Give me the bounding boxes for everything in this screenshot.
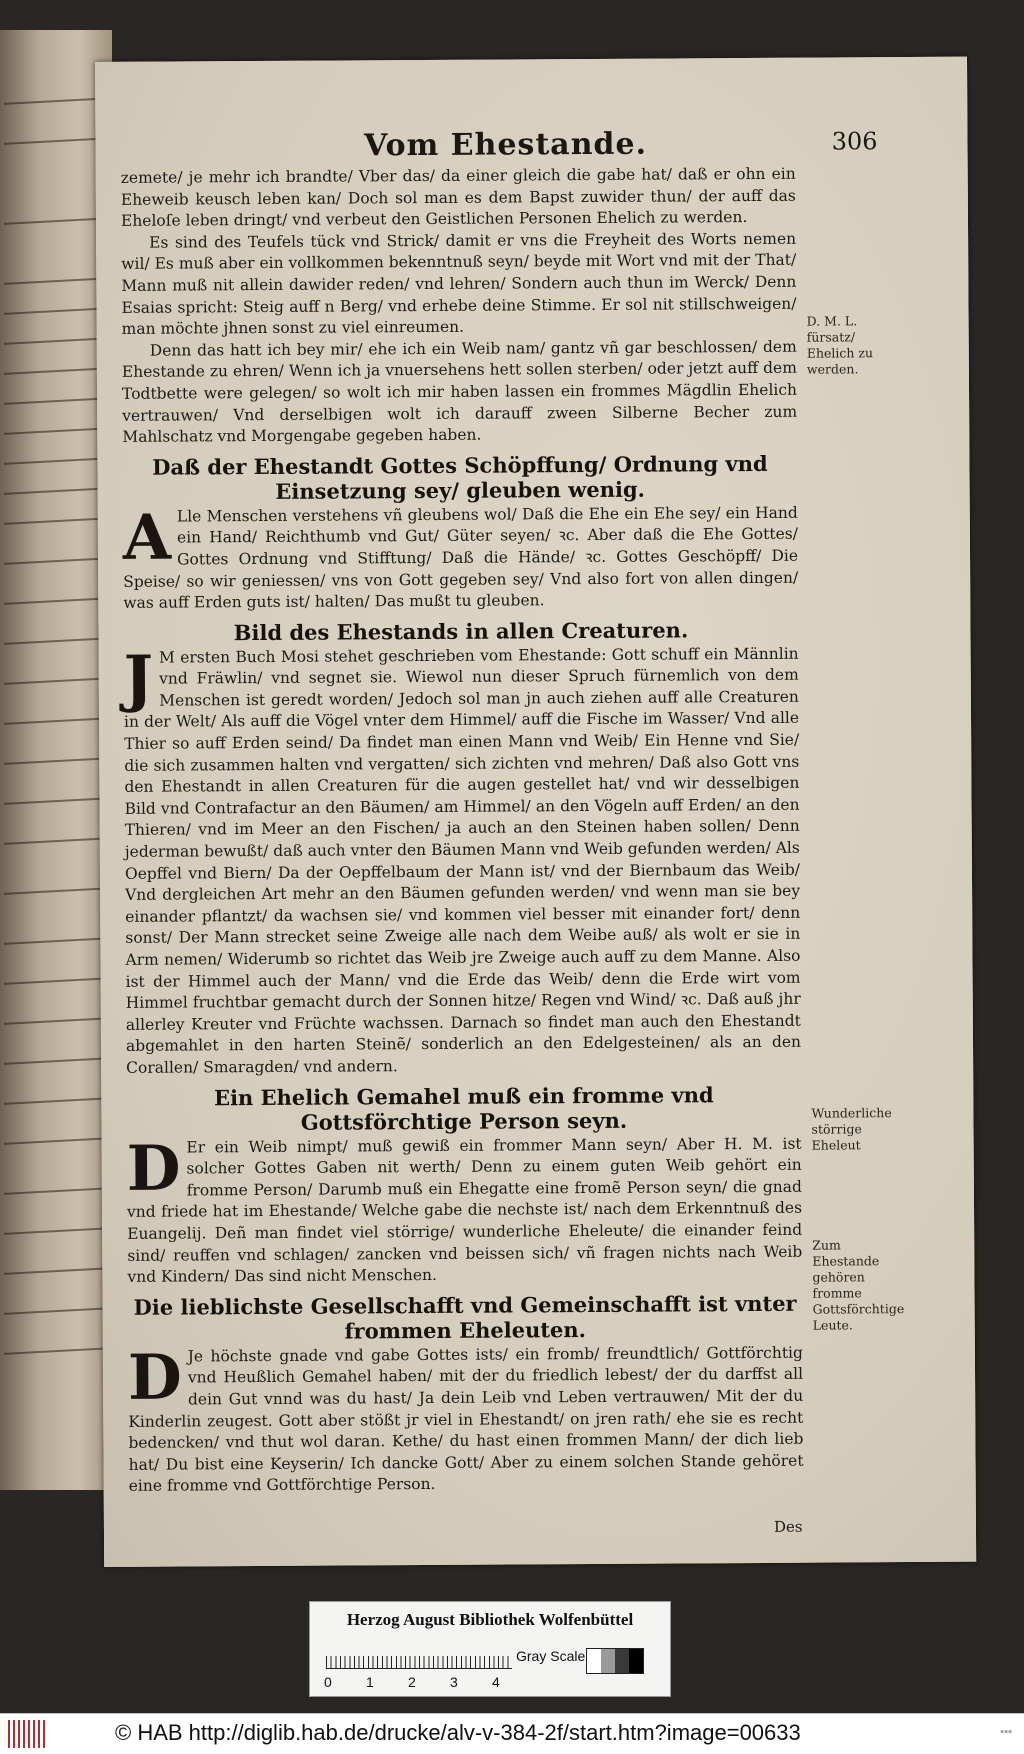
gray-scale-swatches — [586, 1648, 644, 1674]
text-block-top — [121, 164, 804, 1498]
paragraph-7-text: Je höchste gnade vnd gabe Gottes ists/ ein fromb/ freundtlich/ Gottförchtig vnd Heußlich Gemahel haben/ mit der du friedlich lebest/ der du darffst all dein Gut vnnd was du hast/ Ja dein Leib vnd Leben vertrauwen/ Mit der du Kinderlin zeugest. Gott aber stößt jr viel in Ehestandt/ on jren rath/ ehe sie es recht bedencken/ vnd thut wol daran. Kethe/ du hast einen frommen Mann/ der dich lieb hat/ Du bist eine Keyserin/ Ich dancke Gott/ Aber zu einem solchen Stande gehöret eine fromme vnd Gottförchtige Person. — [128, 1343, 804, 1496]
footer-dots: ▪▪▪ — [1000, 1726, 1012, 1738]
ruler — [326, 1646, 512, 1669]
page-number: 306 — [831, 127, 878, 156]
library-name: Herzog August Bibliothek Wolfenbüttel — [346, 1610, 634, 1629]
paragraph-5-text: M ersten Buch Mosi stehet geschrieben vom Ehestande: Gott schuff ein Männlin vnd Fräwlin/ vnd segnet sie. Wiewol nun dieser Spruch fürnemlich von dem Menschen ist geredt worden/ Jedoch sol man jn auch ziehen auff alle Creaturen in der Welt/ Als auff die Vögel vnter dem Himmel/ auff die Fische im Wasser/ Vnd alle Thier so auff Erden seind/ Da findet man einen Mann vnd Weib/ Ein Henne vnd Sie/ die sich zusammen halten vnd vergatten/ sich zichten vnd mehren/ Daß also Gott vns den Ehestandt in allen Creaturen für die augen gestellet hat/ vnd wir desselbigen Bild vnd Contrafactur an den Bäumen/ am Himmel/ an den Vögeln auff Erden/ an den Thieren/ vnd im Meer an den Fischen/ ja auch an den Steinen haben sollen/ Denn jederman bewußt/ daß auch vnter den Bäumen Mann vnd Weib gefunden werden/ Als Oepffel vnd Biern/ Da der Oepffelbaum der Mann ist/ vnd der Biernbaum das Weib/ Vnd dergleichen Art mehr an den Bäumen gefunden werden/ vnd wenn man sie bey einander pflantzt/ da wachsen sie/ vnd kommen viel besser mit einander fort/ denn sonst/ Der Mann strecket seine Zweige alle nach dem Weibe auß/ als wolt er sie in Arm nemen/ Widerumb so richtet das Weib jre Zweige auch auff zu dem Manne. Also ist der Himmel auch der Mann/ vnd die Erde das Weib/ denn die Erde wirt vom Himmel fruchtbar gemacht durch der Sonnen hitze/ Regen vnd Wind/ ꝛc. Daß auß jhr allerley Kreuter vnd Früchte wachssen. Darnach so findet man auch den Ehestandt abgemahlet in den harten Steinẽ/ sonderlich an den Edelgesteinen/ als an den Corallen/ Smaragden/ vnd andern. — [123, 644, 802, 1077]
color-scale-card — [309, 1601, 671, 1697]
margin-note-1: D. M. L. fürsatz/ Ehelich zu werden. — [806, 313, 874, 377]
gray-swatch — [587, 1649, 601, 1673]
drop-initial: D — [127, 1340, 183, 1414]
section-heading-3: Ein Ehelich Gemahel muß ein fromme vnd Gottsförchtige Person seyn. — [213, 1081, 714, 1135]
margin-note-2: Wunderliche störrige Eheleut — [811, 1105, 892, 1153]
paragraph-4 — [123, 502, 799, 614]
hab-logo-icon — [8, 1720, 48, 1748]
ruler-number: 2 — [408, 1674, 416, 1690]
drop-initial: J — [123, 641, 154, 715]
gray-swatch — [629, 1649, 643, 1673]
book-page — [95, 57, 976, 1567]
ruler-number: 3 — [450, 1674, 458, 1690]
paragraph-2: Es sind des Teufels tück vnd Strick/ damit er vns die Freyheit des Worts nemen wil/ Es muß aber ein vollkommen bekenntnuß seyn/ beyde mit Wort vnd mit der That/ Mann muß nit allein dawider reden/ vnd lehren/ Sondern auch thun im Werck/ Denn Esaias spricht: Steig auff n Berg/ vnd erhebe deine Stimme. Er sol nit stillschweigen/ man möchte jhnen sonst zu viel einreumen. — [121, 229, 797, 338]
section-heading-1: Daß der Ehestandt Gottes Schöpffung/ Ordnung vnd Einsetzung sey/ gleuben wenig. — [152, 450, 768, 504]
running-head: Vom Ehestande. — [363, 126, 648, 164]
paragraph-6 — [127, 1133, 803, 1288]
paragraph-6-text: Er ein Weib nimpt/ muß gewiß ein frommer Mann seyn/ Aber H. M. ist solcher Gottes Gaben nit werth/ Denn zu einem guten Weib gehört ein fromme Person/ Darumb muß ein Ehegatte eine fromẽ Person seyn/ die gnad vnd friede hat im Ehestande/ Welche gabe die nechste ist/ nach dem Erkenntnuß des Euangelij. Deñ man findet viel störrige/ wunderliche Eheleute/ die einander feind sind/ reuffen vnd schlagen/ zancken vnd beissen sich/ vñ fragen nichts nach Weib vnd Kindern/ Das sind nicht Menschen. — [126, 1134, 803, 1286]
section-heading-2: Bild des Ehestands in allen Creaturen. — [233, 617, 689, 645]
drop-initial: A — [122, 500, 172, 574]
section-heading-4: Die lieblichste Gesellschafft vnd Gemeinschafft ist vnter frommen Eheleuten. — [133, 1290, 797, 1344]
paragraph-4-text: Lle Menschen verstehens vñ gleubens wol/ Daß die Ehe ein Ehe sey/ ein Hand ein Hand/ Reichthumb vnd Gut/ Güter seyen/ ꝛc. Aber daß die Ehe Gottes/ Gottes Ordnung vnd Stifftung/ Daß die Hände/ ꝛc. Gottes Geschöpff/ Die Speise/ so wir geniessen/ vns von Gott gegeben sey/ Vnd also fort von allen dingen/ was auff Erden guts ist/ halten/ Das mußt tu gleuben. — [123, 503, 799, 612]
paragraph-1: zemete/ je mehr ich brandte/ Vber das/ da einer gleich die gabe hat/ daß er ohn ein Eheweib keusch leben kan/ Doch sol man es dem Bapst zuwider thun/ der auff das Eheloſe leben dringt/ vnd verbeut den Geistlichen Personen Ehelich zu werden. — [120, 164, 796, 231]
paragraph-3: Denn das hatt ich bey mir/ ehe ich ein Weib nam/ gantz vñ gar beschlossen/ dem Ehestande zu ehren/ Wenn ich ja vnuersehens hett sollen sterben/ oder jetzt auff dem Todtbette were gelegen/ so wolt ich mir haben lassen ein frommes Mägdlin Ehelich vertrauwen/ Vnd derselbigen wolt ich darauff zween Silberne Becher zum Mahlschatz vnd Morgengabe gegeben haben. — [121, 337, 798, 446]
drop-initial: D — [126, 1131, 181, 1205]
source-link[interactable]: © HAB http://diglib.hab.de/drucke/alv-v-384-2f/start.htm?image=00633 — [115, 1720, 801, 1745]
gray-scale-label: Gray Scale — [516, 1648, 586, 1664]
paragraph-7 — [128, 1342, 804, 1497]
ruler-number: 0 — [324, 1674, 332, 1690]
gray-swatch — [601, 1649, 615, 1673]
ruler-number: 1 — [366, 1674, 374, 1690]
paragraph-5 — [124, 643, 802, 1079]
gray-swatch — [615, 1649, 629, 1673]
margin-note-3: Zum Ehestande gehören fromme Gottsförchtige Leute. — [812, 1237, 905, 1333]
footer-bar — [0, 1713, 1024, 1754]
ruler-number: 4 — [492, 1674, 500, 1690]
catchword: Des — [773, 1517, 803, 1536]
